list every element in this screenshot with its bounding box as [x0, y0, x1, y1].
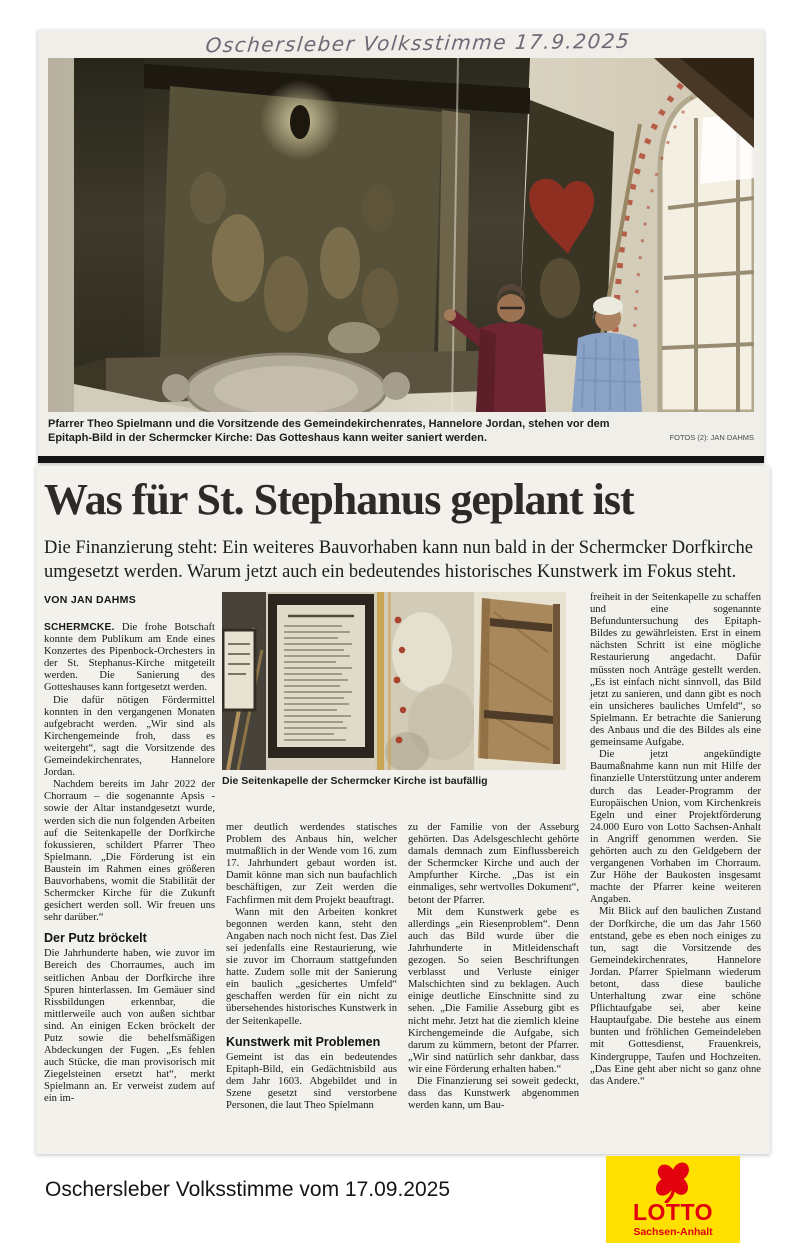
side-chapel-photo-illustration	[222, 592, 566, 770]
column-1	[44, 592, 215, 1148]
paragraph: mer deutlich werdendes statisches Problem des Anbaus hin, welcher mutmaßlich in der Wende vom 16. zum 17. Jahrhundert gebaut worden ist. Damit könne man sich nun baufachlich beschäftigen, zur Zeit werden die Fachfirmen mit dem Projekt beauftragt.	[226, 822, 397, 906]
paragraph: Mit dem Kunstwerk gebe es allerdings „ein Riesenproblem“. Denn auch das Bild wurde über die Jahrhunderte in Mitleidenschaft gezogen. So seien Beschriftungen verblasst und Verluste einiger Malschichten sind zu beklagen. Auch einige deutliche Einschnitte sind zu sehen. „Die Familie Asseburg gibt es nicht mehr. Jetzt hat die ziemlich kleine Kirchengemeinde die Aufgabe, sich darum zu kümmern, betont der Pfarrer. „Wir sind natürlich sehr dankbar, dass wir eine Förderung erhalten haben.“	[408, 906, 579, 1075]
standfirst: Die Finanzierung steht: Ein weiteres Bauvorhaben kann nun bald in der Schermcker Dorfkirche umgesetzt werden. Warum jetzt auch ein bedeutendes historisches Kunstwerk im Fokus steht.	[44, 538, 753, 583]
main-photo	[48, 58, 754, 412]
paragraph: Die Finanzierung sei soweit gedeckt, dass das Kunstwerk abgenommen werden kann, um Bau-	[408, 1075, 579, 1112]
paragraph: Wann mit den Arbeiten konkret begonnen werden kann, steht den Angaben nach noch nicht fest. Das Ziel sei jedenfalls eine Restaurierung, wie sie zuvor im Chorraum stattgefunden hatte. Zudem solle mit der Sanierung ein baulich „gesichertes Umfeld“ geschaffen werden für ein nicht zu übersehendes historisches Kunstwerk in der Seitenkapelle.	[226, 906, 397, 1027]
inset-photo	[222, 592, 566, 770]
inset-caption: Die Seitenkapelle der Schermcker Kirche ist baufällig	[222, 775, 488, 787]
article-columns	[44, 592, 762, 1148]
headline: Was für St. Stephanus geplant ist	[44, 475, 634, 524]
paragraph: Die jetzt angekündigte Baumaßnahme kann nun mit Hilfe der finanzielle Unterstützung unter anderem durch das Leader-Programm der Europäischen Union, vom Kirchenkreis Egeln und einer Projektförderung 24.000 Euro von Lotto Sachsen-Anhalt in Angriff genommen werden. Sie gehörten auch zu den Geldgebern der vergangenen Vorhaben im Chorraum. Zur Höhe der Baukosten insgesamt machte der Pfarrer keine weiteren Angaben.	[590, 749, 761, 906]
column-4	[590, 592, 761, 1148]
crosshead-putz: Der Putz bröckelt	[44, 931, 147, 946]
source-line: Oschersleber Volksstimme vom 17.09.2025	[45, 1178, 451, 1201]
paragraph: Gemeint ist das ein bedeutendes Epitaph-Bild, ein Gedächtnisbild aus dem Jahr 1603. Abgebildet und in Szene gesetzt sind verstorbene Personen, die laut Theo Spielmann	[226, 1051, 397, 1111]
paragraph: freiheit in der Seitenkapelle zu schaffen und eine sogenannte Befunduntersuchung des Epitaph-Bildes zu gewährleisten. Erst in einem nächsten Schritt ist eine mögliche Restaurierung angedacht. Dafür müssten noch Anträge gestellt werden. „Es ist einfach nicht sinnvoll, das Bild jetzt zu sanieren, und dann gibt es noch ein unsicheres bauliches Umfeld“, so Spielmann. Er betrachte die Sanierung des Anbaus und die des Bildes als eine gemeinsame Aufgabe.	[590, 592, 761, 749]
lotto-region-text: Sachsen-Anhalt	[633, 1226, 713, 1239]
crosshead-kunstwerk: Kunstwerk mit Problemen	[226, 1034, 381, 1049]
paragraph: Nachdem bereits im Jahr 2022 der Chorraum – die sogenannte Apsis - sowie der Altar instandgesetzt wurde, werden sich die nun folgenden Arbeiten auf die Seitenkapelle der Dorfkirche fokussieren, schildert Pfarrer Theo Spielmann. „Die Förderung ist ein Baustein im Rahmen eines größeren Bauvorhabens, womit die Stabilität der Schermcker Kirche für die Zukunft gesichert werden soll. Wir freuen uns sehr darüber.“	[44, 779, 215, 924]
church-interior-photo-illustration	[48, 58, 754, 412]
photo-credit: FOTOS (2): JAN DAHMS	[669, 433, 754, 442]
clover-icon	[650, 1161, 696, 1203]
paragraph: SCHERMCKE. Die frohe Botschaft konnte dem Publikum am Ende eines Konzertes des Pipenbock-Orchesters in der St. Stephanus-Kirche mitgeteilt werden. Die Sanierung des Gotteshauses kann fortgesetzt werden.	[44, 622, 215, 694]
lotto-logo	[606, 1156, 740, 1243]
photo-clipping	[38, 30, 764, 463]
paragraph: zu der Familie von der Asseburg gehörten. Das Adelsgeschlecht gehörte damals demnach zum Einflussbereich der Schermcker Kirche und auch der Ampfurther Kirche. „Das ist ein einmaliges, sehr wertvolles Dokument“, betont der Pfarrer.	[408, 822, 579, 906]
dateline: SCHERMCKE.	[44, 622, 115, 633]
inset-photo-block	[222, 592, 566, 787]
paragraph: Die Jahrhunderte haben, wie zuvor im Bereich des Chorraumes, auch im seitlichen Anbau der Dorfkirche ihre Spuren hinterlassen. Im Gemäuer sind Rissbildungen erkennbar, die mittlerweile auch von außen sichtbar sind. An einigen Ecken bröckelt der Putz sowie die behelfsmäßigen Abdeckungen der Fugen. „Es fehlen auch Stücke, die man provisorisch mit Ziegelsteinen ersetzt hat“, merkt Spielmann an. Er verweist zudem auf ein im-	[44, 948, 215, 1105]
byline: VON JAN DAHMS	[44, 594, 136, 606]
lotto-brand-text: LOTTO	[632, 1199, 713, 1226]
article-clipping	[36, 466, 770, 1154]
handwritten-annotation: Oschersleber Volksstimme 17.9.2025	[204, 28, 632, 58]
photo-caption: Pfarrer Theo Spielmann und die Vorsitzende des Gemeindekirchenrates, Hannelore Jordan, stehen vor dem Epitaph-Bild in der Schermcker Kirche: Das Gotteshaus kann weiter saniert werden.	[48, 418, 610, 445]
section-divider	[38, 456, 764, 463]
paragraph: Mit Blick auf den baulichen Zustand der Dorfkirche, die um das Jahr 1560 entstand, gebe es eben noch einiges zu tun, sagt die Vorsitzende des Gemeindekirchenrates, Hannelore Jordan. Pfarrer Spielmann wiederum betont, dass diese bauliche Unterhaltung zwar eine schöne Pflichtaufgabe sei, aber keine Hauptaufgabe. Die bestehe aus einem bunten und fröhlichen Gemeindeleben mit Gottesdienst, Frauenkreis, Kindergruppe, Taufen und Hochzeiten. „Das Eine geht aber nicht so ganz ohne das Andere.“	[590, 906, 761, 1087]
paragraph: Die dafür nötigen Fördermittel konnten in den vergangenen Monaten aufgebracht werden. „Wir sind als Kirchengemeinde froh, dass es weitergeht“, sagt die Vorsitzende des Gemeindekirchenrates, Hannelore Jordan.	[44, 694, 215, 779]
